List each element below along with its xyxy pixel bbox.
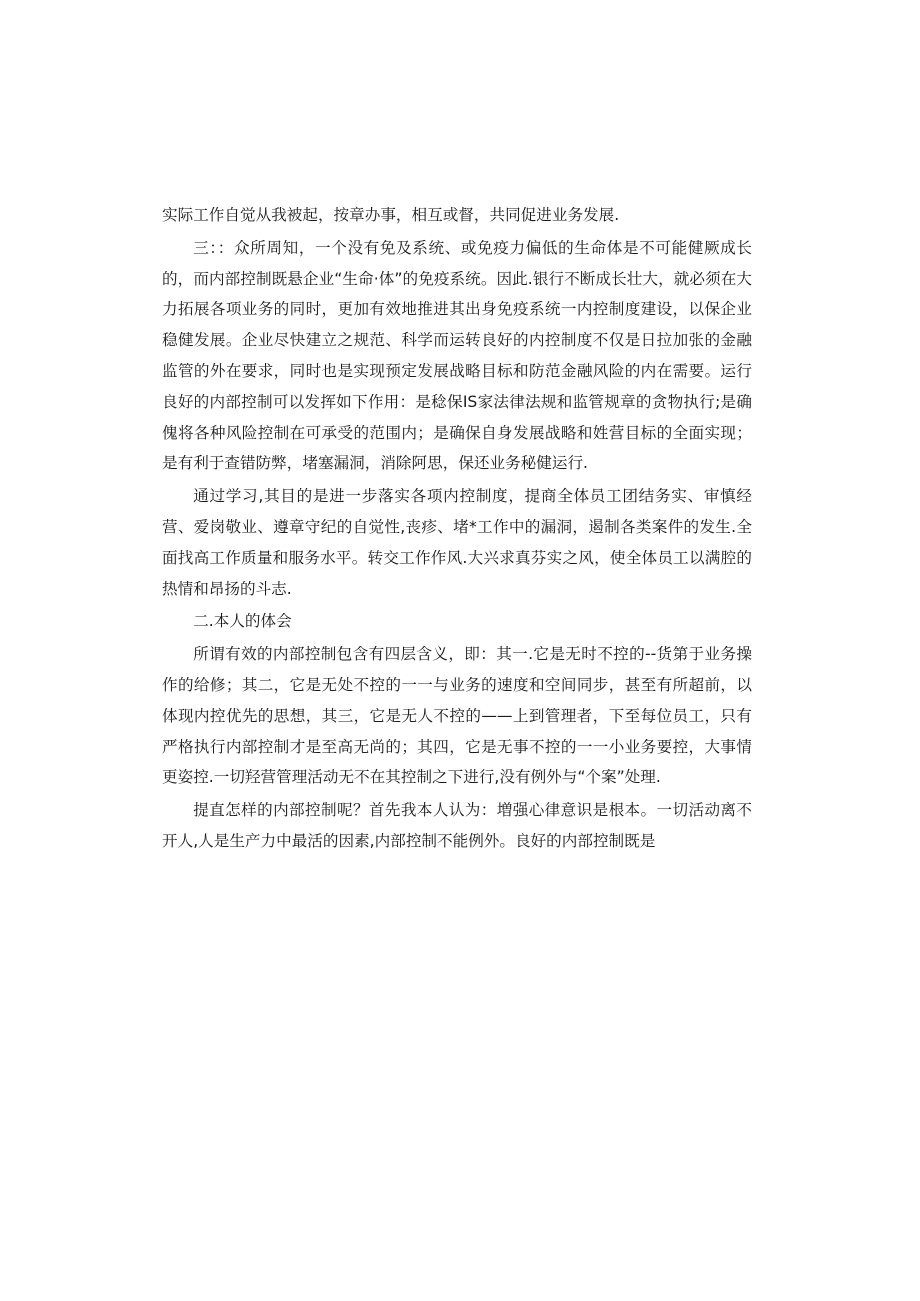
- section-heading-personal-experience: 二.本人的体会: [193, 612, 292, 631]
- paragraph-continuation: 实际工作自觉从我被起，按章办事，相互或督，共同促进业务发展.: [162, 206, 620, 224]
- document-body: [162, 200, 752, 859]
- paragraph-study-purpose: 通过学习,其目的是进一步落实各项内控制度，提商全体员工团结务实、审慎经营、爱岗敬业、遵章守纪的自觉性,丧疹、堵*工作中的漏洞，遏制各类案件的发生.全面找高工作质量和服务水平。转交工作作风.大兴求真芬实之风，使全体员工以满腔的热情和昂扬的斗志.: [162, 487, 752, 598]
- paragraph-four-meanings: 所谓有效的内部控制包含有四层含义，即：其一.它是无时不控的--货第于业务操作的给修；其二，它是无处不控的一一与业务的速度和空间同步，甚至有所超前，以体现内控优先的思想，其三，它是无人不控的——上到管理者，下至每位员工，只有严格执行内部控制才是至高无尚的；其四，它是无事不控的一一小业务要控，大事情更姿控.一切羟营管理活动无不在其控制之下进行,没有例外与“个案”处理.: [162, 645, 752, 787]
- paragraph-how-to-improve: 提直怎样的内部控制呢？首先我本人认为：増强心律意识是根本。一切活动离不开人,人是生产力中最活的因素,内部控制不能例外。良好的内部控制既是: [162, 801, 752, 850]
- paragraph-internal-control-immune-system: 三：：众所周知，一个没有免及系统、或免疫力偏低的生命体是不可能健厥成长的，而内部控制既悬企业“生命·体”的免疫系统。因此.银行不断成长壮大，就必须在大力拓展各项业务的同时，更加有效地推进其出身免疫系统一内控制度建设，以保企业稳健发展。企业尽快建立之规范、科学而运转良好的内控制度不仅是日拉加张的金融监管的外在要求，同时也是实现预定发展战略目标和防范金融风险的内在需要。运行良好的内部控制可以发挥如下作用：是稔保IS家法律法规和监管规章的贪物执行;是确傀将各种风险控制在可承受的范围内；是确保自身发展战略和姓营目标的全面实现；是有利于查错防弊，堵塞漏洞，消除阿思，保还业务秘健运行.: [162, 238, 752, 473]
